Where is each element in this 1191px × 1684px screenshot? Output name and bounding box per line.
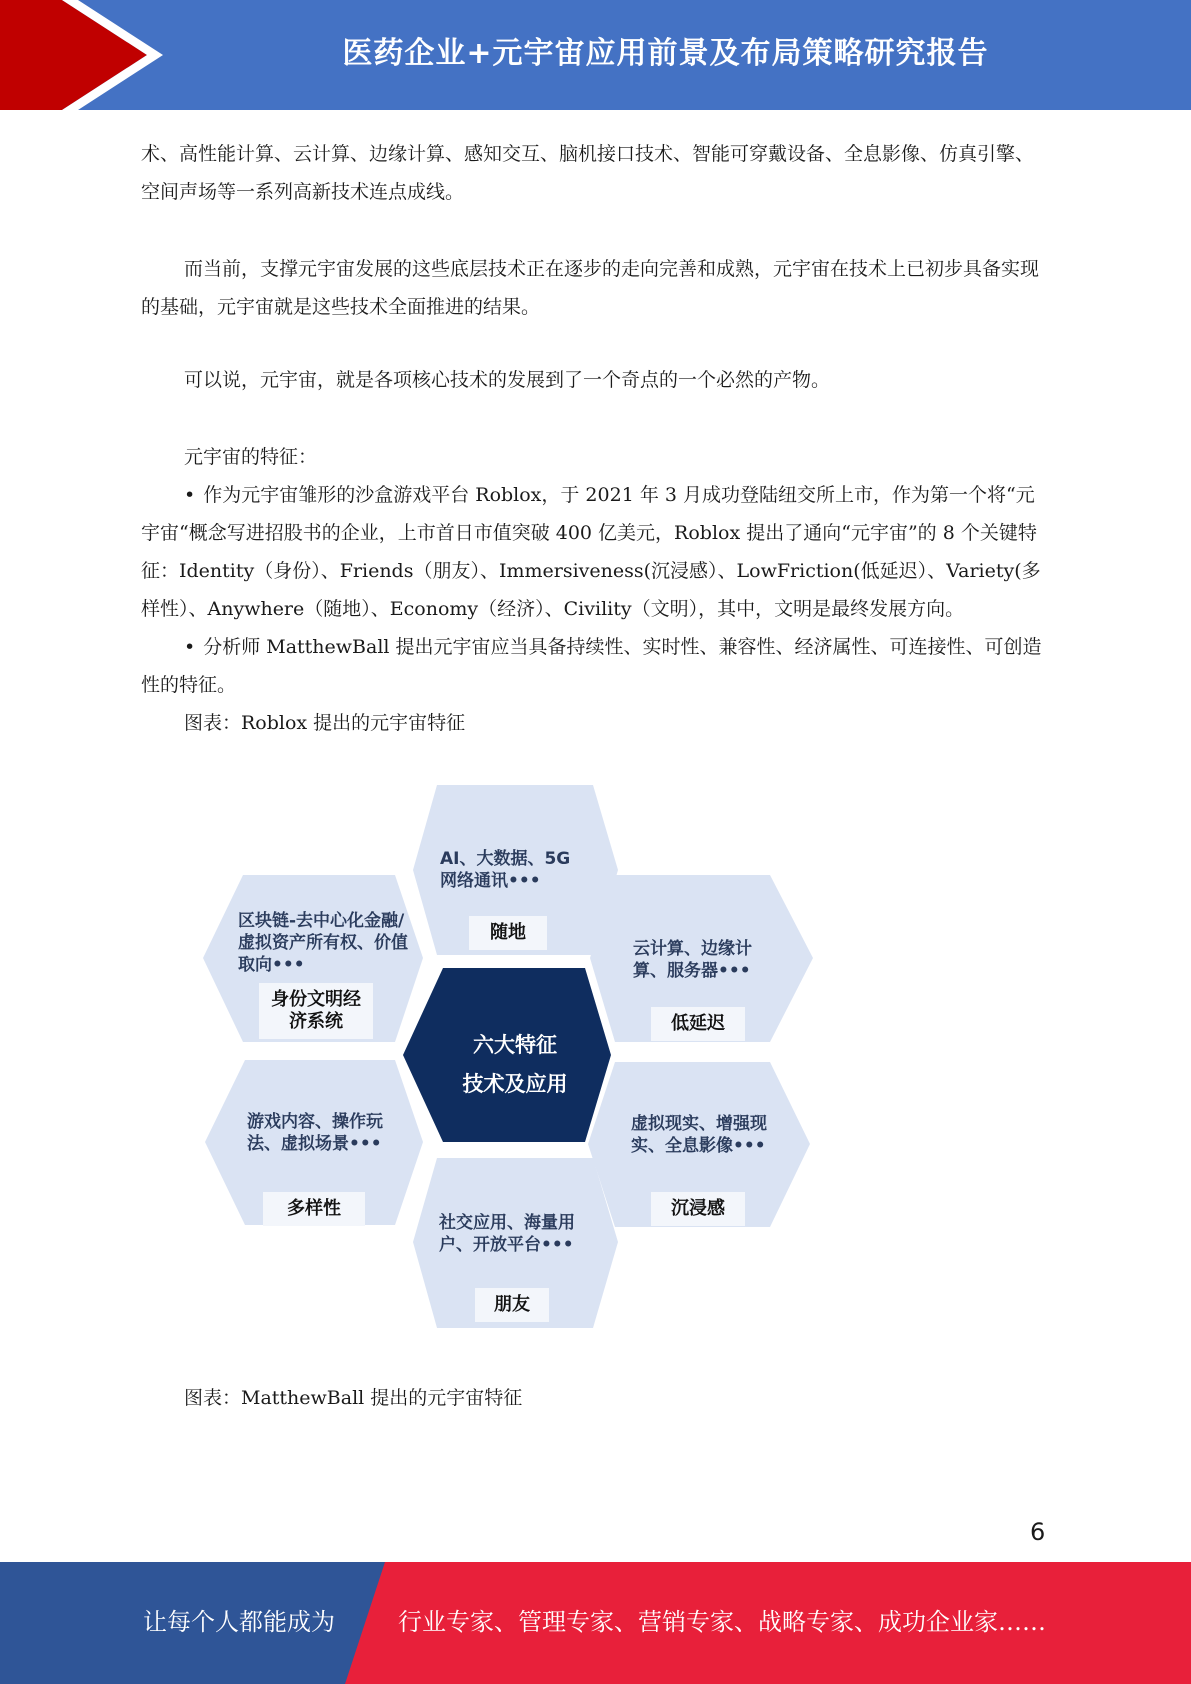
hex-upper-left-text: 区块链-去中心化金融/虚拟资产所有权、价值取向•••	[238, 911, 408, 975]
figure-caption-matthewball: 图表：MatthewBall 提出的元宇宙特征	[184, 1387, 523, 1409]
paragraph-singularity: 可以说，元宇宙，就是各项核心技术的发展到了一个奇点的一个必然的产物。	[184, 369, 831, 391]
figure-caption-roblox: 图表：Roblox 提出的元宇宙特征	[184, 712, 466, 734]
roblox-features-diagram	[195, 780, 835, 1330]
hex-upper-right-label: 低延迟	[651, 1007, 745, 1041]
bullet-matthewball: • 分析师 MatthewBall 提出元宇宙应当具备持续性、实时性、兼容性、经济属性、可连接性、可创造性的特征。	[141, 636, 1042, 696]
footer-slogan-right: 行业专家、管理专家、营销专家、战略专家、成功企业家……	[398, 1608, 1046, 1636]
bullet-icon: •	[184, 484, 196, 506]
paragraph-tech-list: 术、高性能计算、云计算、边缘计算、感知交互、脑机接口技术、智能可穿戴设备、全息影像、仿真引擎、空间声场等一系列高新技术连点成线。	[141, 143, 1035, 203]
bullet-icon: •	[184, 636, 196, 658]
hex-lower-left-label: 多样性	[263, 1192, 365, 1226]
hex-bottom-text: 社交应用、海量用户、开放平台•••	[439, 1213, 575, 1255]
page-number: 6	[1030, 1518, 1046, 1546]
features-section	[141, 438, 1051, 742]
figure-caption-matthewball-block	[141, 1379, 1051, 1417]
hex-top-label: 随地	[469, 916, 547, 950]
paragraph-current-state: 而当前，支撑元宇宙发展的这些底层技术正在逐步的走向完善和成熟，元宇宙在技术上已初步具备实现的基础，元宇宙就是这些技术全面推进的结果。	[141, 258, 1040, 318]
hex-lower-left-text: 游戏内容、操作玩法、虚拟场景•••	[247, 1112, 383, 1154]
bullet-roblox: • 作为元宇宙雏形的沙盒游戏平台 Roblox，于 2021 年 3 月成功登陆纽交所上市，作为第一个将“元宇宙“概念写进招股书的企业，上市首日市值突破 400 亿美元，Roblox 提出了通向“元宇宙”的 8 个关键特征：Identity（身份）、Friends（朋友）、Immersiveness(沉浸感）、LowFriction(低延迟）、Variety(多样性）、Anywhere（随地）、Economy（经济）、Civility（文明），其中，文明是最终发展方向。	[141, 484, 1041, 620]
features-heading: 元宇宙的特征：	[184, 446, 318, 468]
hex-top-text: AI、大数据、5G网络通讯•••	[440, 849, 571, 891]
page-footer	[0, 1562, 1191, 1684]
hex-bottom-label: 朋友	[475, 1288, 549, 1322]
footer-slogan-left: 让每个人都能成为	[143, 1608, 335, 1636]
hex-upper-left-label: 身份文明经济系统	[259, 983, 373, 1039]
hex-lower-right-text: 虚拟现实、增强现实、全息影像•••	[631, 1114, 767, 1156]
hex-upper-right-text: 云计算、边缘计算、服务器•••	[633, 939, 752, 981]
page-header	[0, 0, 1191, 110]
hex-lower-right-label: 沉浸感	[651, 1192, 745, 1226]
center-title-line1: 六大特征	[473, 1033, 557, 1057]
center-title-line2: 技术及应用	[462, 1072, 568, 1096]
document-title: 医药企业+元宇宙应用前景及布局策略研究报告	[342, 36, 989, 71]
header-arrow-decoration	[0, 0, 180, 110]
